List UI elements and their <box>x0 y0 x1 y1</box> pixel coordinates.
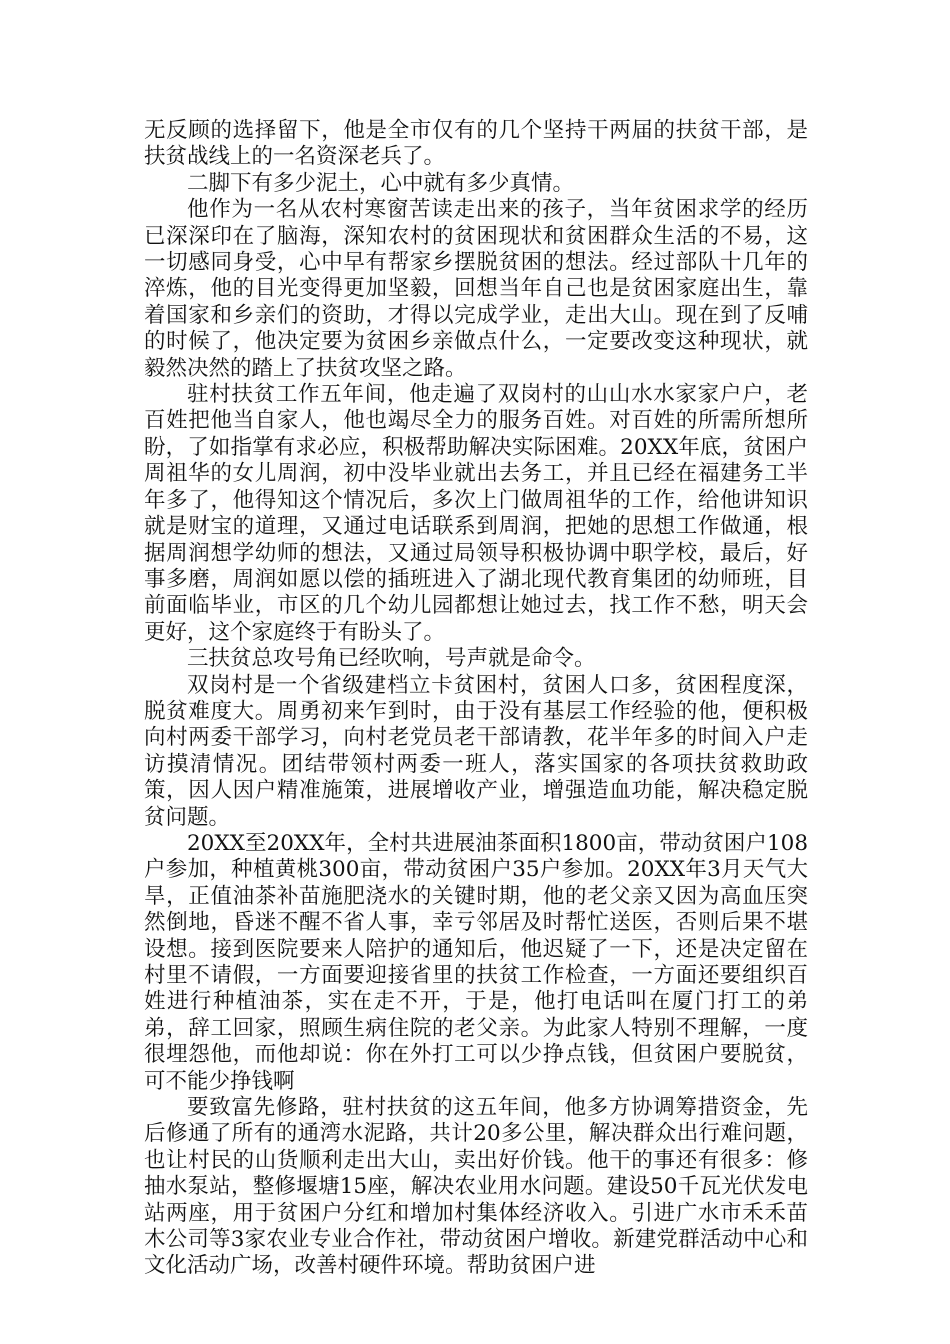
paragraph-5-heading: 三扶贫总攻号角已经吹响，号声就是命令。 <box>187 646 596 672</box>
paragraph-4: 驻村扶贫工作五年间，他走遍了双岗村的山山水水家家户户，老百姓把他当自家人，他也竭尽全力的服务百姓。对百姓的所需所想所盼，了如指掌有求必应，积极帮助解决实际困难。20XX年底，贫困户周祖华的女儿周润，初中没毕业就出去务工，并且已经在福建务工半年多了，他得知这个情况后，多次上门做周祖华的工作，给他讲知识就是财宝的道理，又通过电话联系到周润，把她的思想工作做通，根据周润想学幼师的想法，又通过局领导积极协调中职学校，最后，好事多磨，周润如愿以偿的插班进入了湖北现代教育集团的幼师班，目前面临毕业，市区的几个幼儿园都想让她过去，找工作不愁，明天会更好，这个家庭终于有盼头了。 <box>144 382 808 645</box>
paragraph-2-heading: 二脚下有多少泥土，心中就有多少真情。 <box>187 170 575 196</box>
paragraph-1: 无反顾的选择留下，他是全市仅有的几个坚持干两届的扶贫干部，是扶贫战线上的一名资深老兵了。 <box>144 118 808 170</box>
document-body <box>144 118 808 1280</box>
paragraph-3: 他作为一名从农村寒窗苦读走出来的孩子，当年贫困求学的经历已深深印在了脑海，深知农村的贫困现状和贫困群众生活的不易，这一切感同身受，心中早有帮家乡摆脱贫困的想法。经过部队十几年的淬炼，他的目光变得更加坚毅，回想当年自己也是贫困家庭出生，靠着国家和乡亲们的资助，才得以完成学业，走出大山。现在到了反哺的时候了，他决定要为贫困乡亲做点什么，一定要改变这种现状，就毅然决然的踏上了扶贫攻坚之路。 <box>144 197 808 381</box>
paragraph-6: 双岗村是一个省级建档立卡贫困村，贫困人口多，贫困程度深，脱贫难度大。周勇初来乍到时，由于没有基层工作经验的他，便积极向村两委干部学习，向村老党员老干部请教，花半年多的时间入户走访摸清情况。团结带领村两委一班人，落实国家的各项扶贫救助政策，因人因户精准施策，进展增收产业，增强造血功能，解决稳定脱贫问题。 <box>144 672 808 830</box>
paragraph-8: 要致富先修路，驻村扶贫的这五年间，他多方协调筹措资金，先后修通了所有的通湾水泥路，共计20多公里，解决群众出行难问题，也让村民的山货顺利走出大山，卖出好价钱。他干的事还有很多：修抽水泵站，整修堰塘15座，解决农业用水问题。建设50千瓦光伏发电站两座，用于贫困户分红和增加村集体经济收入。引进广水市禾禾苗木公司等3家农业专业合作社，带动贫困户增收。新建党群活动中心和文化活动广场，改善村硬件环境。帮助贫困户进 <box>144 1095 808 1279</box>
paragraph-7: 20XX至20XX年，全村共进展油茶面积1800亩，带动贫困户108户参加，种植黄桃300亩，带动贫困户35户参加。20XX年3月天气大旱，正值油茶补苗施肥浇水的关键时期，他的老父亲又因为高血压突然倒地，昏迷不醒不省人事，幸亏邻居及时帮忙送医，否则后果不堪设想。接到医院要来人陪护的通知后，他迟疑了一下，还是决定留在村里不请假，一方面要迎接省里的扶贫工作检查，一方面还要组织百姓进行种植油茶，实在走不开，于是，他打电话叫在厦门打工的弟弟，辞工回家，照顾生病住院的老父亲。为此家人特别不理解，一度很埋怨他，而他却说：你在外打工可以少挣点钱，但贫困户要脱贫，可不能少挣钱啊 <box>144 830 808 1094</box>
